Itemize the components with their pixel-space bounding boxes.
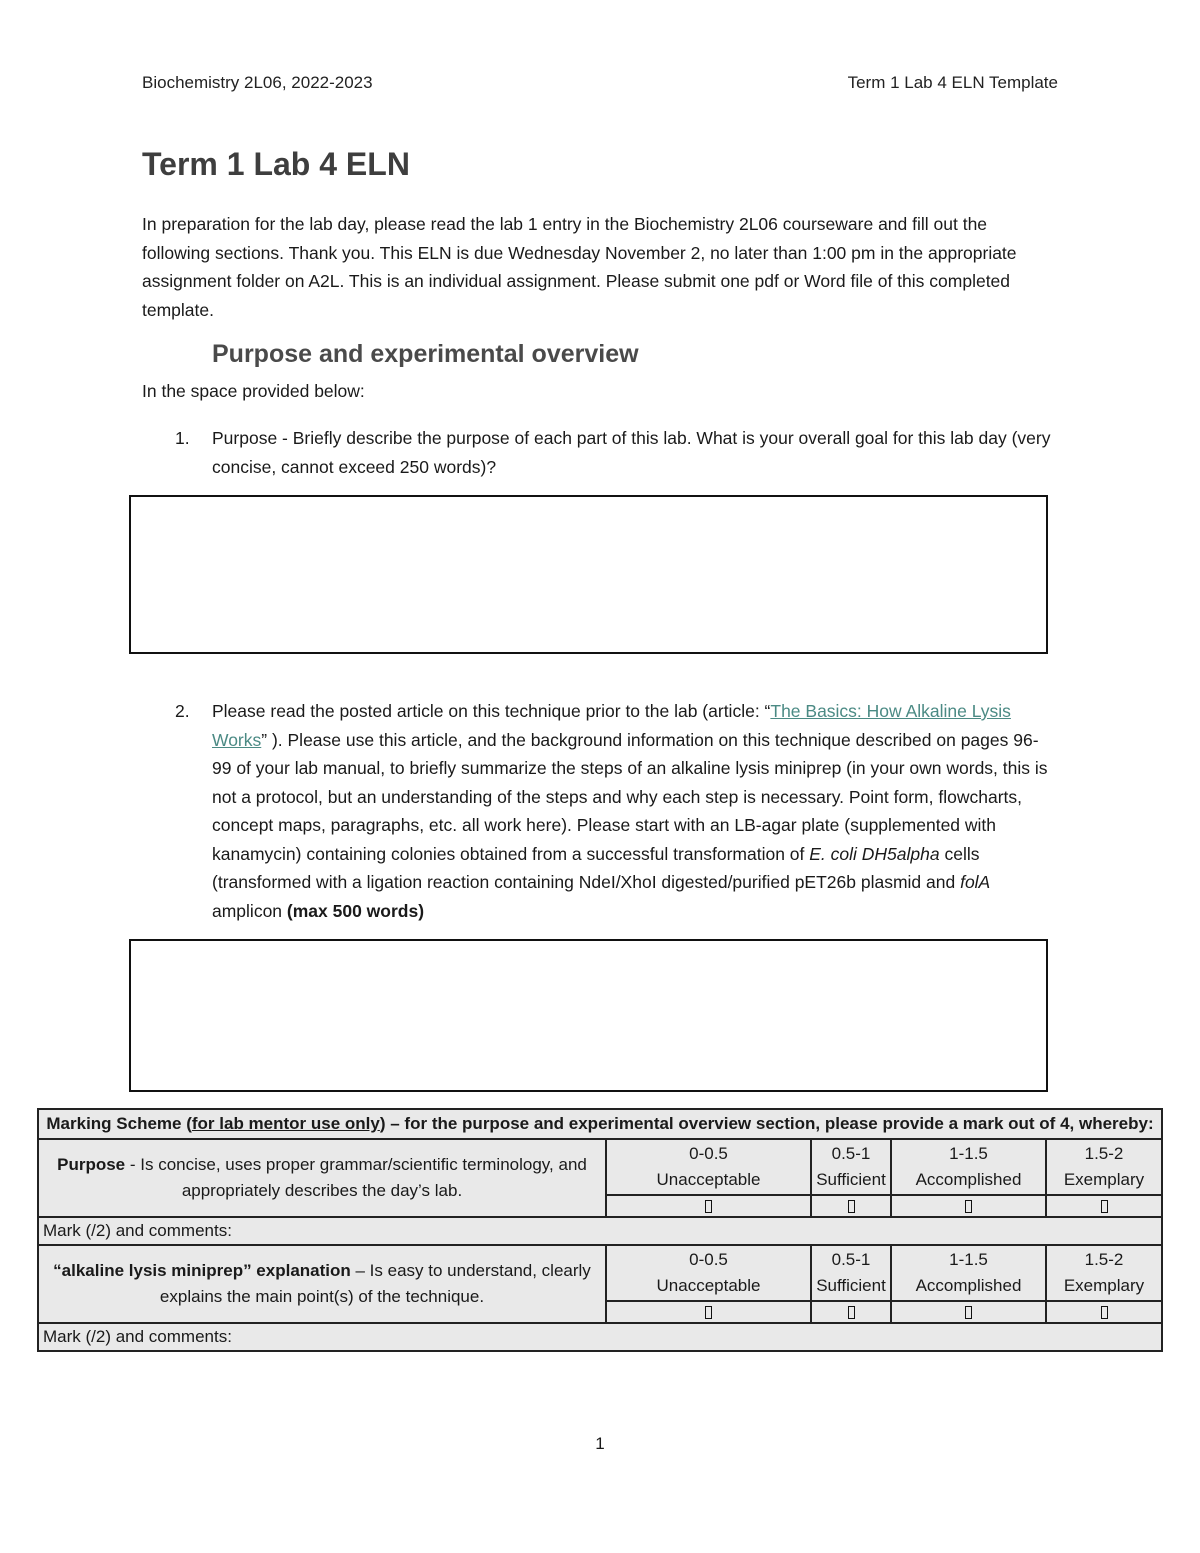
question-2-body-mid: cells (transformed with a ligation reaction containing NdeI/XhoI digested/purified pET26b plasmid and: [212, 843, 980, 892]
article-link[interactable]: The Basics: How Alkaline Lysis Works: [212, 701, 1011, 750]
question-2-number: 2.: [175, 701, 190, 721]
question-2: [142, 697, 1057, 925]
checkbox-icon[interactable]: [848, 1200, 855, 1213]
page-number: 1: [595, 1434, 605, 1453]
question-2-body: ” ). Please use this article, and the background information on this technique described on pages 96-99 of your lab manual, to briefly summarize the steps of an alkaline lysis miniprep (in your own words, this is not a protocol, but an understanding of the steps and why each step is necessary. Point form, flowcharts, concept maps, paragraphs, etc. all work here). Please start with an LB-agar plate (supplemented with kanamycin) containing colonies obtained from a successful transformation of: [212, 729, 1048, 864]
checkbox-icon[interactable]: [965, 1306, 972, 1319]
checkbox-cell[interactable]: [1046, 1195, 1162, 1217]
answer-box-2[interactable]: [129, 939, 1048, 1092]
word-limit: (max 500 words): [286, 900, 425, 921]
marking-scheme-table: [37, 1108, 1163, 1352]
level-exemplary: 1.5-2 Exemplary: [1046, 1139, 1162, 1195]
checkbox-cell[interactable]: [811, 1195, 891, 1217]
rubric-header: Marking Scheme (for lab mentor use only) – for the purpose and experimental overview section, please provide a mark out of 4, whereby:: [38, 1109, 1162, 1139]
criterion-purpose: Purpose - Is concise, uses proper grammar/scientific terminology, and appropriately describes the day’s lab.: [38, 1139, 606, 1217]
species-name: E. coli DH5alpha: [809, 843, 940, 864]
checkbox-icon[interactable]: [848, 1306, 855, 1319]
running-header-doc-title: Term 1 Lab 4 ELN Template: [847, 73, 1058, 92]
section-lead: In the space provided below:: [142, 381, 365, 401]
checkbox-icon[interactable]: [705, 1200, 712, 1213]
question-2-intro: Please read the posted article on this technique prior to the lab (article: “: [212, 701, 771, 721]
level-unacceptable: 0-0.5 Unacceptable: [606, 1139, 811, 1195]
checkbox-cell[interactable]: [1046, 1301, 1162, 1323]
mark-comments-purpose[interactable]: Mark (/2) and comments:: [38, 1217, 1162, 1245]
running-header-course: Biochemistry 2L06, 2022-2023: [142, 73, 373, 92]
section-heading: Purpose and experimental overview: [212, 340, 639, 368]
page-title: Term 1 Lab 4 ELN: [142, 146, 410, 182]
level-exemplary: 1.5-2 Exemplary: [1046, 1245, 1162, 1301]
question-1-text: Purpose - Briefly describe the purpose of each part of this lab. What is your overall goal for this lab day (very concise, cannot exceed 250 words)?: [212, 428, 1051, 477]
checkbox-cell[interactable]: [606, 1195, 811, 1217]
level-accomplished: 1-1.5 Accomplished: [891, 1139, 1046, 1195]
checkbox-icon[interactable]: [705, 1306, 712, 1319]
level-sufficient: 0.5-1 Sufficient: [811, 1139, 891, 1195]
checkbox-icon[interactable]: [965, 1200, 972, 1213]
question-1-number: 1.: [175, 428, 190, 448]
question-1: [142, 424, 1057, 481]
level-sufficient: 0.5-1 Sufficient: [811, 1245, 891, 1301]
mark-comments-alkaline-lysis[interactable]: Mark (/2) and comments:: [38, 1323, 1162, 1351]
question-2-text: [212, 697, 1057, 925]
gene-name: folA: [960, 872, 991, 892]
level-accomplished: 1-1.5 Accomplished: [891, 1245, 1046, 1301]
question-2-body-end: amplicon: [212, 900, 287, 921]
answer-box-1[interactable]: [129, 495, 1048, 654]
checkbox-icon[interactable]: [1101, 1200, 1108, 1213]
checkbox-cell[interactable]: [891, 1301, 1046, 1323]
checkbox-cell[interactable]: [891, 1195, 1046, 1217]
checkbox-cell[interactable]: [811, 1301, 891, 1323]
intro-paragraph: In preparation for the lab day, please read the lab 1 entry in the Biochemistry 2L06 courseware and fill out the following sections. Thank you. This ELN is due Wednesday November 2, no later than 1:00 pm in the appropriate assignment folder on A2L. This is an individual assignment. Please submit one pdf or Word file of this completed template.: [142, 214, 1017, 320]
checkbox-cell[interactable]: [606, 1301, 811, 1323]
criterion-alkaline-lysis: “alkaline lysis miniprep” explanation – Is easy to understand, clearly explains the main point(s) of the technique.: [38, 1245, 606, 1323]
level-unacceptable: 0-0.5 Unacceptable: [606, 1245, 811, 1301]
checkbox-icon[interactable]: [1101, 1306, 1108, 1319]
